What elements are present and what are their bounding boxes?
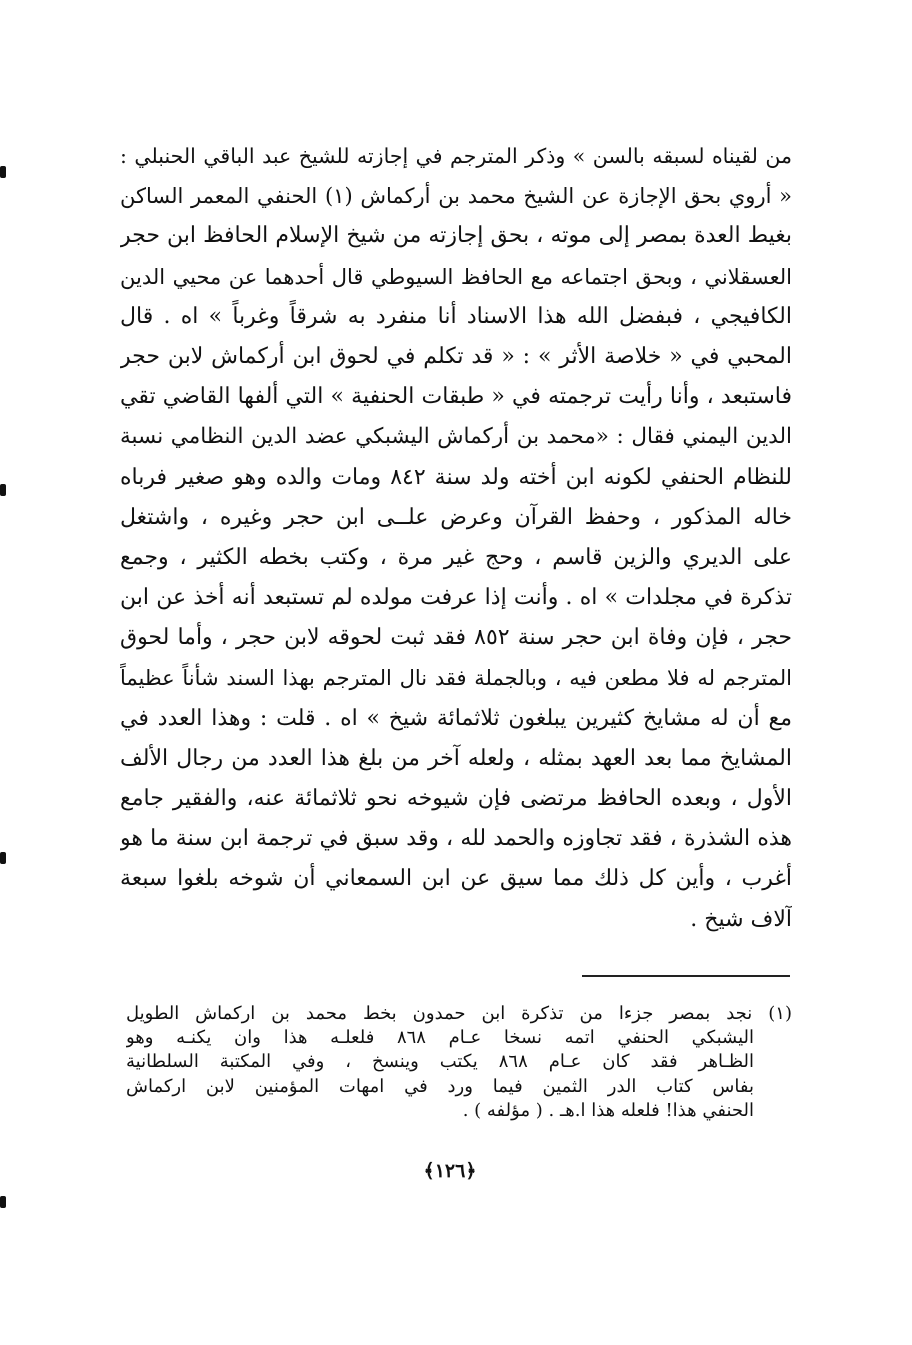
text-line: « أروي بحق الإجازة عن الشيخ محمد بن أركماش (١) الحنفي المعمر الساكن bbox=[120, 184, 792, 209]
footnote-line: اليشبكي الحنفي اتمه نسخا عـام ٨٦٨ فلعلـه هذا وان يكنـه وهو bbox=[126, 1027, 754, 1049]
text-line: الأول ، وبعده الحافظ مرتضى فإن شيوخه نحو ثلاثمائة عنه، والفقير جامع bbox=[120, 786, 792, 811]
page-number: ﴿١٢٦﴾ bbox=[423, 1160, 477, 1182]
footnote-line: الظـاهر فقد كان عـام ٨٦٨ يكتب وينسخ ، وفي المكتبة السلطانية bbox=[126, 1051, 754, 1073]
text-line: من لقيناه لسبقه بالسن » وذكر المترجم في إجازته للشيخ عبد الباقي الحنبلي : bbox=[120, 144, 792, 168]
text-line: آلاف شيخ . bbox=[690, 906, 792, 932]
margin-mark bbox=[0, 852, 6, 864]
text-line: تذكرة في مجلدات » اه . وأنت إذا عرفت مولده لم تستبعد أنه أخذ عن ابن bbox=[120, 585, 792, 611]
text-line: بغيط العدة بمصر إلى موته ، بحق إجازته من شيخ الإسلام الحافظ ابن حجر bbox=[120, 223, 792, 249]
text-line: الكافيجي ، فبفضل الله هذا الاسناد أنا منفرد به شرقاً وغرباً » اه . قال bbox=[120, 303, 792, 329]
text-line: العسقلاني ، وبحق اجتماعه مع الحافظ السيوطي قال أحدهما عن محيي الدين bbox=[120, 264, 792, 289]
text-line: المترجم له فلا مطعن فيه ، وبالجملة فقد نال المترجم بهذا السند شأناً عظيماً bbox=[120, 666, 792, 691]
text-line: للنظام الحنفي لكونه ابن أخته ولد سنة ٨٤٢ ومات والده وهو صغير فرباه bbox=[120, 464, 792, 490]
text-line: على الديري والزين قاسم ، وحج غير مرة ، وكتب بخطه الكثير ، وجمع bbox=[120, 544, 792, 570]
margin-mark bbox=[0, 166, 6, 178]
footnote-divider bbox=[582, 975, 790, 977]
main-text bbox=[120, 136, 792, 940]
text-line: مع أن له مشايخ كثيرين يبلغون ثلاثمائة شيخ » اه . قلت : وهذا العدد في bbox=[120, 705, 792, 731]
text-line: خاله المذكور ، وحفظ القرآن وعرض علــى ابن حجر وغيره ، واشتغل bbox=[120, 504, 792, 530]
text-line: المحبي في « خلاصة الأثر » : « قد تكلم في لحوق ابن أركماش لابن حجر bbox=[120, 343, 792, 369]
footnote-line: بفاس كتاب الدر الثمين فيما ورد في امهات المؤمنين لابن اركماش bbox=[126, 1075, 754, 1097]
margin-mark bbox=[0, 1196, 6, 1208]
text-line: أغرب ، وأين كل ذلك مما سيق عن ابن السمعاني أن شوخه بلغوا سبعة bbox=[120, 866, 792, 892]
text-line: حجر ، فإن وفاة ابن حجر سنة ٨٥٢ فقد ثبت لحوقه لابن حجر ، وأما لحوق bbox=[120, 625, 792, 651]
margin-mark bbox=[0, 484, 6, 496]
text-line: الدين اليمني فقال : «محمد بن أركماش اليشبكي عضد الدين النظامي نسبة bbox=[120, 424, 792, 450]
footnote-line: الحنفي هذا! فلعله هذا ا.هـ . ( مؤلفه ) . bbox=[462, 1099, 754, 1121]
text-line: فاستبعد ، وأنا رأيت ترجمته في « طبقات الحنفية » التي ألفها القاضي تقي bbox=[120, 384, 792, 410]
footnote bbox=[126, 1002, 792, 1123]
text-line: هذه الشذرة ، فقد تجاوزه والحمد لله ، وقد سبق في ترجمة ابن سنة ما هو bbox=[120, 826, 792, 852]
text-line: المشايخ مما بعد العهد بمثله ، ولعله آخر من بلغ هذا العدد من رجال الألف bbox=[120, 745, 792, 771]
footnote-line: (١) نجد بمصر جزءا من تذكرة ابن حمدون بخط محمد بن اركماش الطويل bbox=[126, 1003, 792, 1024]
